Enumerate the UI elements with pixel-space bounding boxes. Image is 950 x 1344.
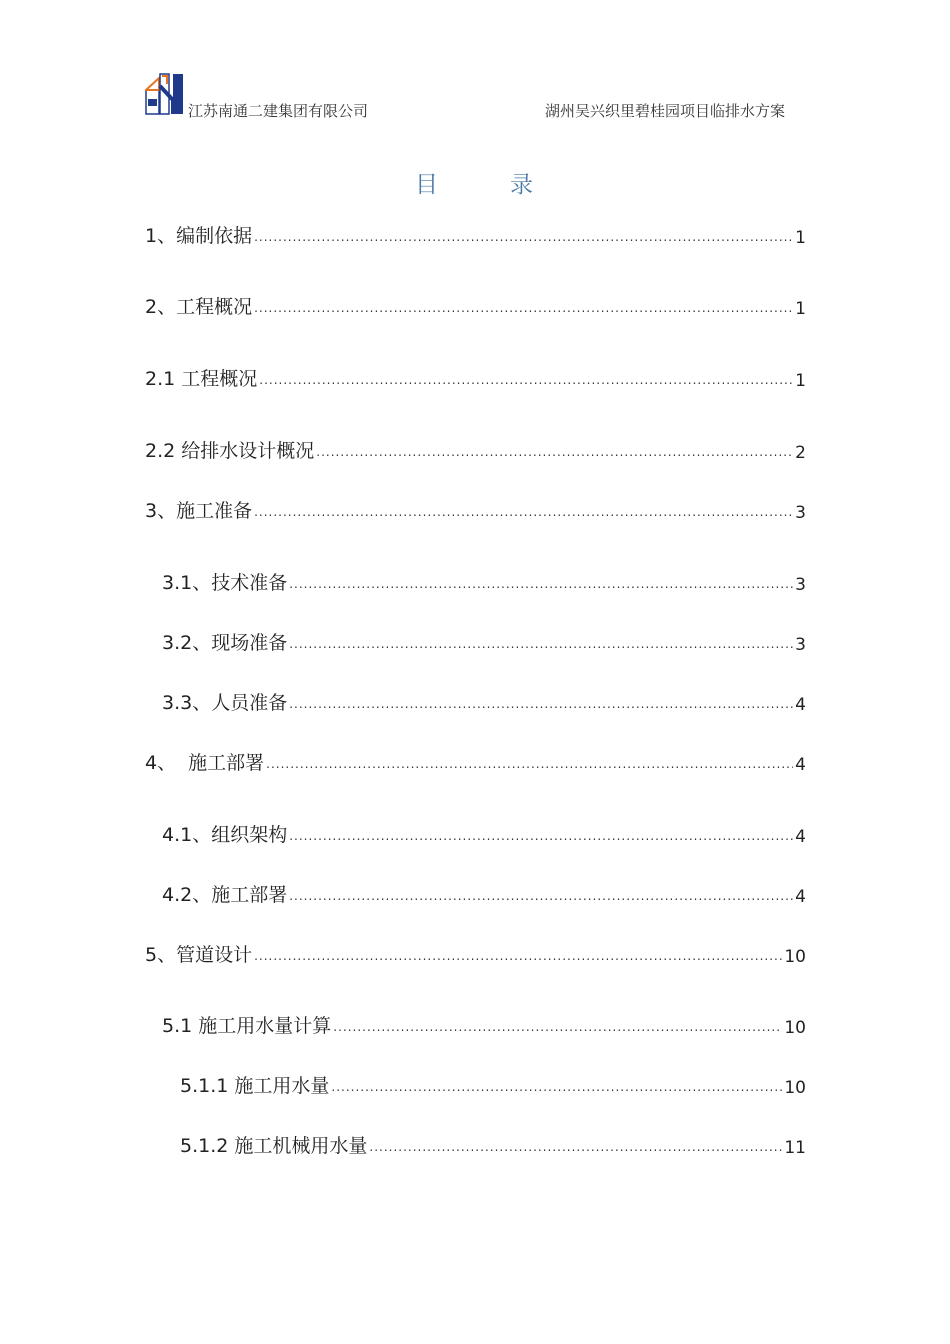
company-name: 江苏南通二建集团有限公司 [188, 102, 369, 120]
toc-entry-page: 4 [795, 827, 806, 847]
toc-leader-dots [254, 505, 793, 519]
toc-title-right: 录 [510, 172, 535, 198]
toc-entry-4[interactable] [145, 749, 806, 775]
toc-entry-page: 10 [784, 947, 806, 967]
toc-leader-dots [289, 889, 793, 903]
toc-leader-dots [316, 445, 793, 459]
toc-leader-dots [289, 577, 793, 591]
toc-entry-3[interactable] [145, 497, 806, 523]
toc-entry-page: 3 [795, 635, 806, 655]
toc-entry-page: 3 [795, 503, 806, 523]
toc-leader-dots [266, 757, 793, 771]
toc-title-left: 目 [415, 172, 440, 198]
toc-entry-4-2[interactable] [162, 881, 806, 907]
toc-entry-5[interactable] [145, 941, 806, 967]
toc-entry-label: 2、工程概况 [145, 296, 253, 318]
toc-entry-label: 3.1、技术准备 [162, 572, 288, 594]
toc-entry-2-2[interactable] [145, 437, 806, 463]
toc-entry-label: 4.2、施工部署 [162, 884, 288, 906]
toc-leader-dots [289, 829, 793, 843]
toc-entry-page: 4 [795, 887, 806, 907]
toc-leader-dots [254, 301, 793, 315]
toc-entry-label: 1、编制依据 [145, 225, 253, 247]
toc-entry-label: 4.1、组织架构 [162, 824, 288, 846]
toc-entry-5-1[interactable] [162, 1012, 806, 1038]
toc-entry-page: 4 [795, 755, 806, 775]
toc-entry-page: 2 [795, 443, 806, 463]
toc-entry-label: 5、管道设计 [145, 944, 253, 966]
toc-entry-2-1[interactable] [145, 365, 806, 391]
toc-entry-label: 3.2、现场准备 [162, 632, 288, 654]
toc-entry-1[interactable] [145, 222, 806, 248]
toc-leader-dots [331, 1080, 782, 1094]
toc-entry-page: 10 [784, 1018, 806, 1038]
toc-leader-dots [333, 1020, 782, 1034]
toc-entry-page: 11 [784, 1138, 806, 1158]
toc-entry-page: 1 [795, 228, 806, 248]
toc-leader-dots [289, 697, 793, 711]
company-logo-icon [145, 72, 185, 115]
toc-entry-4-1[interactable] [162, 821, 806, 847]
toc-entry-5-1-2[interactable] [180, 1132, 806, 1158]
toc-entry-5-1-1[interactable] [180, 1072, 806, 1098]
toc-entry-label: 5.1 施工用水量计算 [162, 1015, 332, 1037]
toc-entry-label: 5.1.2 施工机械用水量 [180, 1135, 368, 1157]
toc-entry-3-2[interactable] [162, 629, 806, 655]
toc-title [0, 166, 950, 199]
toc-entry-page: 10 [784, 1078, 806, 1098]
toc-entry-label: 5.1.1 施工用水量 [180, 1075, 330, 1097]
toc-entry-page: 1 [795, 371, 806, 391]
page-header [145, 72, 805, 120]
toc-entry-page: 1 [795, 299, 806, 319]
toc-entry-label: 2.2 给排水设计概况 [145, 440, 315, 462]
toc-leader-dots [254, 230, 793, 244]
project-name: 湖州吴兴织里碧桂园项目临排水方案 [544, 102, 785, 120]
toc-entry-page: 4 [795, 695, 806, 715]
toc-entry-page: 3 [795, 575, 806, 595]
toc-entry-label: 4、 施工部署 [145, 752, 265, 774]
toc-entry-label: 3.3、人员准备 [162, 692, 288, 714]
toc-leader-dots [289, 637, 793, 651]
toc-entry-3-3[interactable] [162, 689, 806, 715]
toc-entry-label: 2.1 工程概况 [145, 368, 258, 390]
toc-leader-dots [259, 373, 793, 387]
toc-leader-dots [254, 949, 782, 963]
toc-leader-dots [369, 1140, 782, 1154]
toc-entry-2[interactable] [145, 293, 806, 319]
toc-entry-3-1[interactable] [162, 569, 806, 595]
toc-entry-label: 3、施工准备 [145, 500, 253, 522]
